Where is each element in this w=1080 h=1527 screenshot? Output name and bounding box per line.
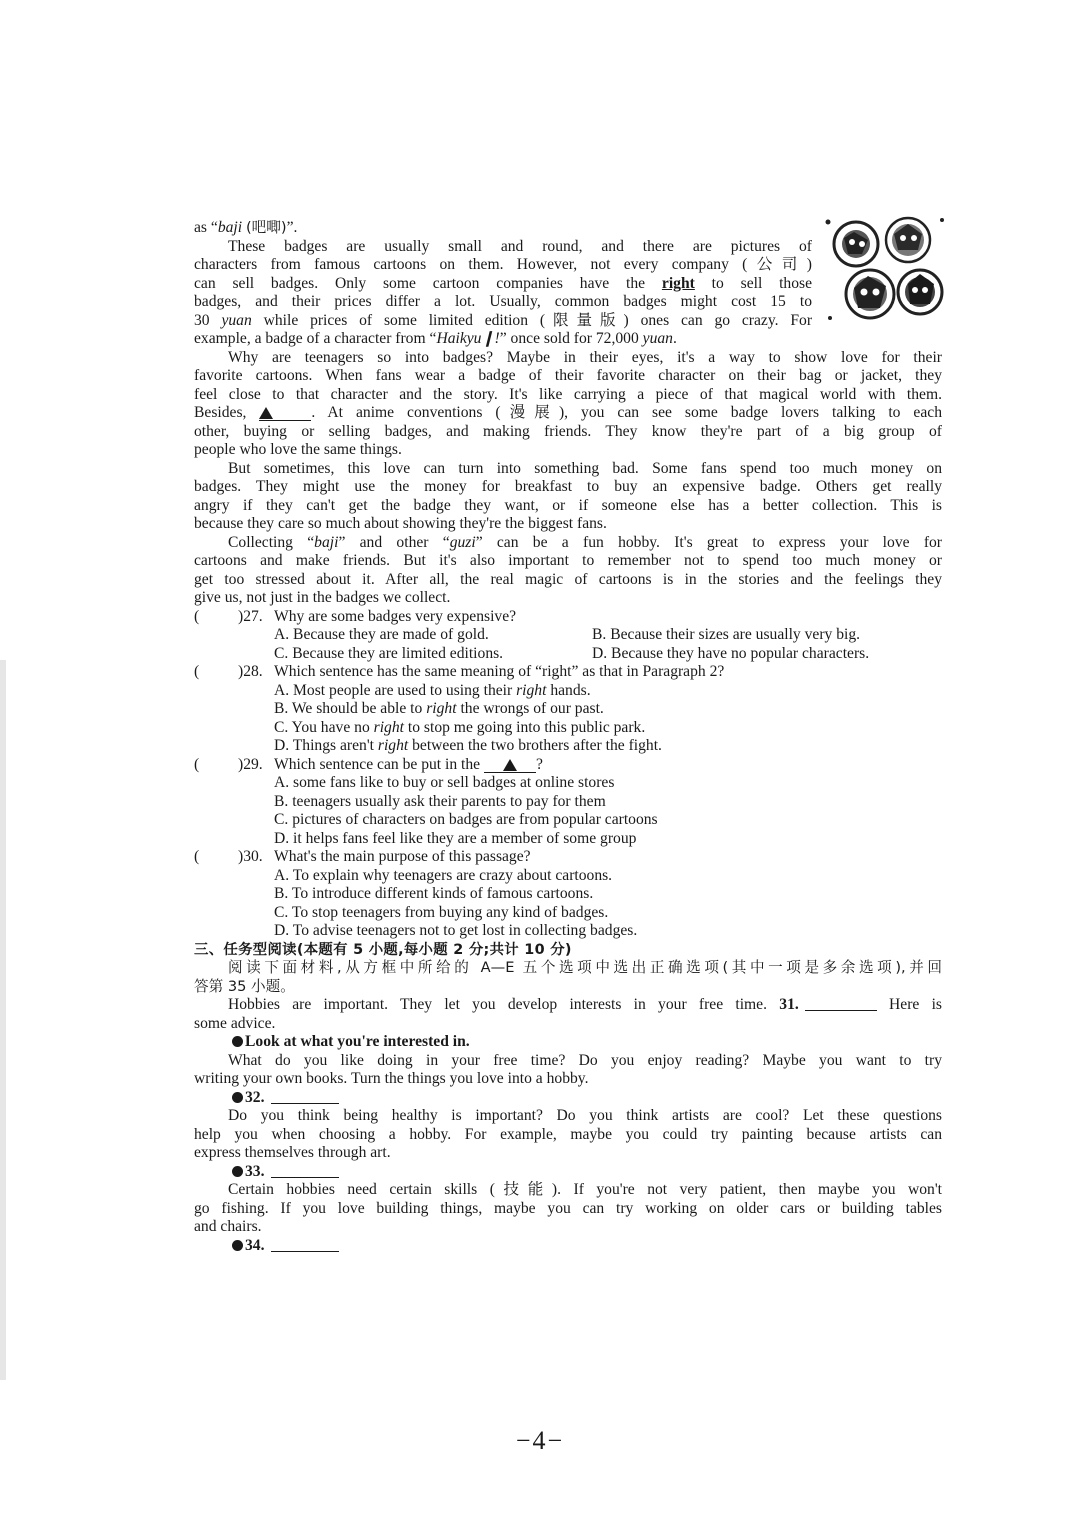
bullet-icon bbox=[232, 1036, 243, 1047]
badge-1 bbox=[834, 222, 878, 266]
badge-2 bbox=[886, 218, 930, 262]
triangle-blank bbox=[259, 405, 311, 421]
section-heading: 三、任务型阅读(本题有 5 小题,每小题 2 分;共计 10 分) bbox=[194, 941, 572, 958]
option-b: B. We should be able to right the wrongs of our past. bbox=[274, 700, 604, 717]
option-a: A. some fans like to buy or sell badges at online stores bbox=[274, 774, 615, 791]
answer-blank-32[interactable] bbox=[271, 1089, 339, 1104]
option-c: C. To stop teenagers from buying any kind of badges. bbox=[274, 903, 609, 921]
triangle-blank bbox=[484, 757, 536, 773]
scan-edge-shadow bbox=[0, 660, 6, 1380]
underlined-right: right bbox=[661, 274, 695, 292]
triangle-icon bbox=[503, 759, 517, 771]
paragraph-5: Collecting “baji” and other “guzi” can be a fun hobby. It's great to express your love for cartoons and make friends. But it's also important to remember not to spend too much money or get too stressed about it. After all, the real magic of cartoons is in the stories and the feelings they give us, not just in the badges we collect. bbox=[194, 533, 942, 606]
triangle-icon bbox=[259, 407, 273, 419]
bullet-icon bbox=[232, 1166, 243, 1177]
option-c: C. pictures of characters on badges are from popular cartoons bbox=[274, 811, 658, 828]
option-a: A. To explain why teenagers are crazy about cartoons. bbox=[274, 866, 613, 884]
option-c: C. You have no right to stop me going into this public park. bbox=[274, 718, 646, 736]
paragraph-3: Why are teenagers so into badges? Maybe in their eyes, it's a way to show love for their favorite cartoons. When fans wear a badge of their favorite character on their bag or jacket, they feel close to that character and the story. It's like carrying a piece of that magical world with them. Besides, . At anime conventions (漫展), you can see some badge lovers talking to each other, buying or selling badges, and making friends. They know they're part of a big group of people who love the same things. bbox=[194, 348, 942, 458]
option-c: C. Because they are limited editions. bbox=[274, 644, 504, 662]
answer-bracket[interactable]: ( bbox=[194, 755, 200, 773]
bullet-icon bbox=[232, 1092, 243, 1103]
section-3: 三、任务型阅读(本题有 5 小题,每小题 2 分;共计 10 分) 阅读下面材料,从方框中所给的 A—E 五个选项中选出正确选项(其中一项是多余选项),并回 答第 35 小题。 Hobbies are important. They let you develop interests in your free time. 31. Here is some advice. Look at what you're interested in. What do you like doing in your free time? Do you enjoy reading? Maybe you want to try writing your own books. Turn the things you love into a hobby. 32. Do you think being healthy is important? Do you think artists are cool? Let these questions help you when choosing a hobby. For example, maybe you could try painting because artists can express themselves through art. 33. Certain hobbies need certain skills (技能). If you're not very patient, then maybe you won't go fishing. If you love building things, maybe you can try working on older cars or building tables and chairs. 34. bbox=[194, 941, 942, 1254]
option-b: B. Because their sizes are usually very big. bbox=[592, 626, 861, 643]
badge-3 bbox=[846, 270, 894, 318]
badges-illustration bbox=[824, 214, 948, 332]
intro-line: as “baji (吧唧)”. bbox=[194, 219, 298, 236]
option-b: B. teenagers usually ask their parents to pay for them bbox=[274, 792, 606, 810]
answer-bracket[interactable]: ( bbox=[194, 848, 200, 865]
option-d: D. To advise teenagers not to get lost in collecting badges. bbox=[274, 922, 638, 939]
exam-page bbox=[194, 219, 942, 1255]
option-d: D. Because they have no popular characters. bbox=[592, 644, 870, 662]
question-27: ( )27. Why are some badges very expensive? A. Because they are made of gold. B. Because their sizes are usually very big. C. Because they are limited editions. D. Because they have no popular characters. bbox=[194, 607, 870, 662]
paragraph-4: But sometimes, this love can turn into something bad. Some fans spend too much money on badges. They might use the money for breakfast to buy an expensive badge. Others get really angry if they can't get the badge they want, or if someone else has a better collection. This is because they care so much about showing they're the biggest fans. bbox=[194, 459, 942, 532]
question-29: ( )29. Which sentence can be put in the ? A. some fans like to buy or sell badges at online stores B. teenagers usually ask their parents to pay for them C. pictures of characters on badges are from popular cartoons D. it helps fans feel like they are a member of some group bbox=[194, 756, 942, 849]
paragraph-2: These badges are usually small and round, and there are pictures of characters from famous cartoons on them. However, not every company (公司) can sell badges. Only some cartoon companies have the right to sell those badges, and their prices differ a lot. Usually, common badges might cost 15 to 30 yuan while prices of some limited edition (限量版) ones can go crazy. For example, a badge of a character from “Haikyu❙!” once sold for 72,000 yuan. bbox=[194, 237, 813, 347]
section-instructions: 阅读下面材料,从方框中所给的 A—E 五个选项中选出正确选项(其中一项是多余选项),并回 bbox=[228, 959, 942, 976]
bullet-icon bbox=[232, 1240, 243, 1251]
option-d: D. it helps fans feel like they are a member of some group bbox=[274, 829, 637, 847]
bullet-heading: Look at what you're interested in. bbox=[245, 1033, 470, 1050]
answer-bracket[interactable]: ( bbox=[194, 663, 200, 680]
answer-bracket[interactable]: ( bbox=[194, 607, 200, 625]
option-a: A. Most people are used to using their right hands. bbox=[274, 681, 591, 699]
option-a: A. Because they are made of gold. bbox=[274, 626, 489, 643]
question-28: ( )28. Which sentence has the same meaning of “right” as that in Paragraph 2? A. Most people are used to using their right hands. B. We should be able to right the wrongs of our past. C. You have no right to stop me going into this public park. D. Things aren't right between the two brothers after the fight. bbox=[194, 663, 942, 756]
answer-blank-31[interactable] bbox=[805, 996, 877, 1011]
answer-blank-33[interactable] bbox=[271, 1163, 339, 1178]
option-b: B. To introduce different kinds of famous cartoons. bbox=[274, 885, 594, 902]
option-d: D. Things aren't right between the two brothers after the fight. bbox=[274, 737, 662, 754]
badge-4 bbox=[898, 270, 942, 314]
answer-blank-34[interactable] bbox=[271, 1237, 339, 1252]
question-30: ( )30. What's the main purpose of this passage? A. To explain why teenagers are crazy about cartoons. B. To introduce different kinds of famous cartoons. C. To stop teenagers from buying any kind of badges. D. To advise teenagers not to get lost in collecting badges. bbox=[194, 848, 942, 941]
page-number: −4− bbox=[515, 1426, 565, 1455]
